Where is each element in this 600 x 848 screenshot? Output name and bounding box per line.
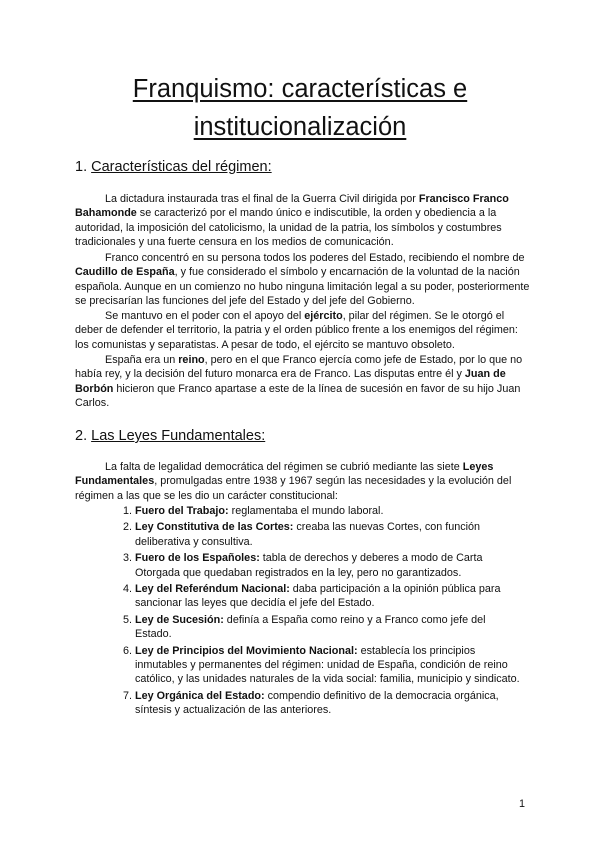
law-name: Ley de Principios del Movimiento Nacional: [135, 644, 358, 657]
bold-term: ejército [304, 310, 343, 322]
list-item: 1. Fuero del Trabajo: reglamentaba el mundo laboral. [123, 505, 384, 517]
section-2-title: Las Leyes Fundamentales: [91, 428, 266, 444]
bold-term: Francisco Franco Bahamonde [75, 193, 509, 220]
section-1-number: 1. [75, 159, 88, 175]
list-item: 3. Fuero de los Españoles: tabla de derechos y deberes a modo de Carta Otorgada que quedaban registrados en la ley, pero no garantizados. [123, 552, 483, 579]
page-number: 1 [518, 798, 525, 810]
bold-term: Leyes Fundamentales [75, 461, 494, 488]
section-1-title: Características del régimen: [91, 159, 272, 175]
bold-term: Caudillo de España [75, 266, 175, 279]
law-name: Fuero del Trabajo: [135, 505, 229, 517]
paragraph: Se mantuvo en el poder con el apoyo del ejército, pilar del régimen. Se le otorgó el deber de defender el territorio, la patria y el orden público frente a los enemigos del régimen: los comunistas y separatistas. A pesar de todo, el ejército se mantuvo obsoleto. [75, 310, 518, 351]
section-2-heading [75, 427, 265, 445]
list-item: 2. Ley Constitutiva de las Cortes: creaba las nuevas Cortes, con función deliberativa y consultiva. [123, 521, 481, 548]
list-item: 4. Ley del Referéndum Nacional: daba participación a la opinión pública para sancionar las leyes que decidía el jefe del Estado. [123, 583, 501, 610]
list-item: 5. Ley de Sucesión: definía a España como reino y a Franco como jefe del Estado. [123, 613, 486, 641]
law-name: Ley del Referéndum Nacional: [135, 583, 290, 596]
title-line-2: institucionalización [193, 113, 407, 141]
law-name: Fuero de los Españoles: [135, 552, 260, 565]
fundamental-laws-list [105, 504, 525, 720]
law-name: Ley Orgánica del Estado: [135, 689, 265, 702]
bold-term: reino [178, 354, 205, 366]
paragraph: La dictadura instaurada tras el final de la Guerra Civil dirigida por Francisco Franco Bahamonde se caracterizó por el mando único e indiscutible, la orden y obediencia a la autoridad, la imposición del catolicismo, la unidad de la patria, los símbolos y costumbres tradicionales y una fuerte censura en los medios de comunicación. [75, 193, 509, 249]
title-line-1: Franquismo: características e [132, 75, 468, 103]
list-item: 6. Ley de Principios del Movimiento Nacional: establecía los principios inmutables y permanentes del régimen: unidad de España, condición de reino católico, y las unidades naturales de la vida social: familia, municipio y sindicato. [123, 644, 520, 686]
law-name: Ley Constitutiva de las Cortes: [135, 521, 294, 534]
section-1-heading [75, 158, 272, 176]
page-title [0, 70, 600, 146]
paragraph: España era un reino, pero en el que Franco ejercía como jefe de Estado, por lo que no había rey, y la decisión del futuro monarca era de Franco. Las disputas entre él y Juan de Borbón hicieron que Franco apartase a este de la línea de sucesión en favor de su hijo Juan Carlos. [75, 354, 523, 410]
paragraph: Franco concentró en su persona todos los poderes del Estado, recibiendo el nombre de Caudillo de España, y fue considerado el símbolo y encarnación de la voluntad de la nación española. Aunque en un comienzo no hubo ninguna limitación legal a su poder, posteriormente se precisarían las funciones del jefe del Estado y del jefe del Gobierno. [75, 252, 530, 308]
paragraph: La falta de legalidad democrática del régimen se cubrió mediante las siete Leyes Fundamentales, promulgadas entre 1938 y 1967 según las necesidades y la evolución del régimen a las que se les dio un carácter constitucional: [75, 461, 512, 502]
law-name: Ley de Sucesión: [135, 613, 224, 626]
bold-term: Juan de Borbón [75, 368, 506, 395]
section-2-number: 2. [75, 428, 88, 444]
list-item: 7. Ley Orgánica del Estado: compendio definitivo de la democracia orgánica, síntesis y actualización de las anteriores. [123, 689, 499, 717]
